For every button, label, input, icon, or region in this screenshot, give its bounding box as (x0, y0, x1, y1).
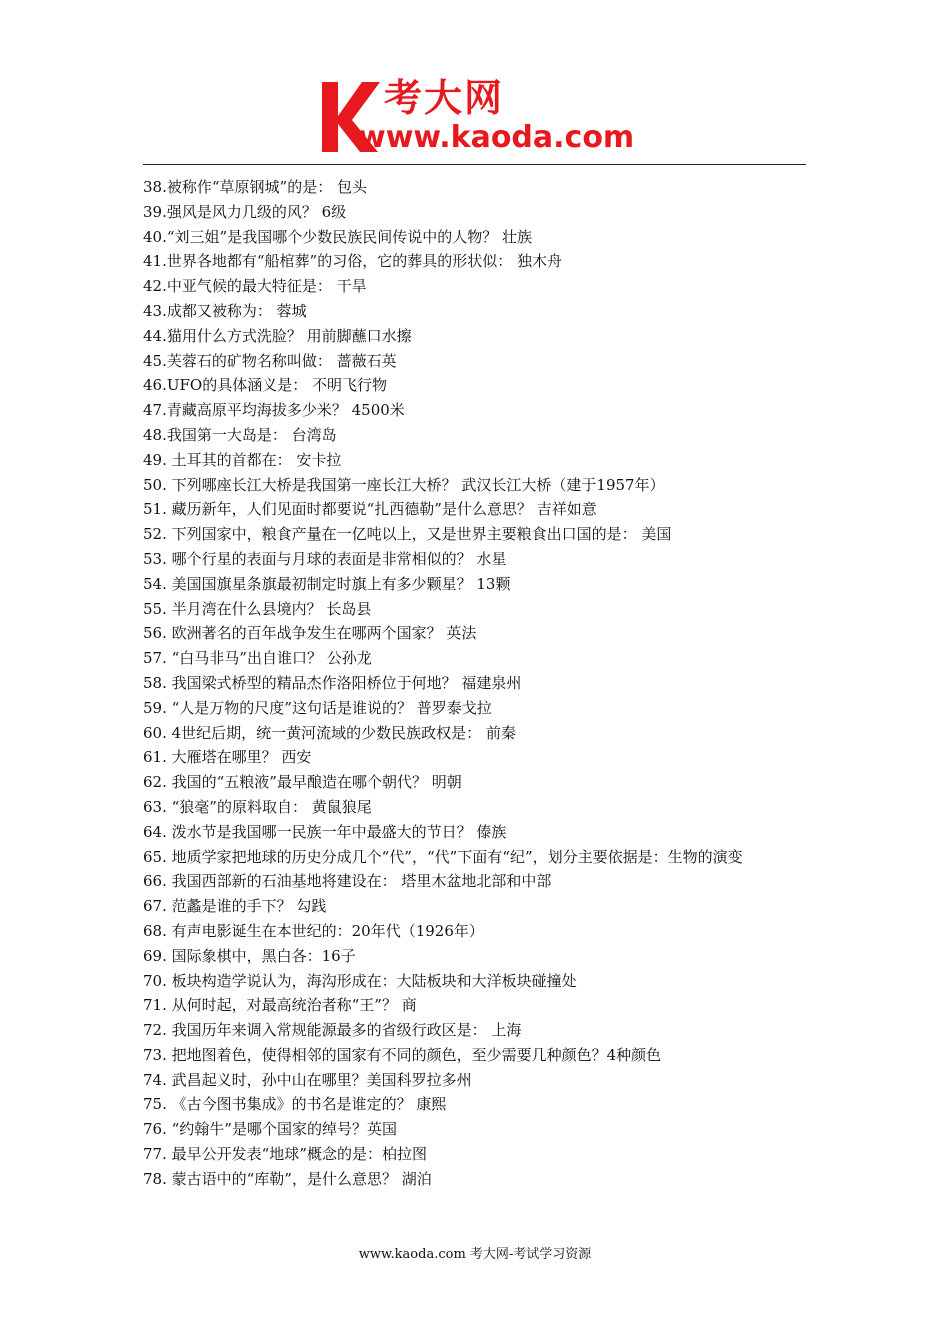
list-item: 55. 半月湾在什么县境内？ 长岛县 (143, 599, 372, 618)
list-item: 61. 大雁塔在哪里？ 西安 (143, 748, 312, 767)
list-item: 68. 有声电影诞生在本世纪的：20年代（1926年） (143, 921, 484, 940)
list-item: 62. 我国的“五粮液”最早酿造在哪个朝代？ 明朝 (143, 773, 462, 792)
list-item: 43.成都又被称为： 蓉城 (143, 301, 307, 320)
list-item: 74. 武昌起义时，孙中山在哪里？美国科罗拉多州 (143, 1070, 472, 1089)
list-item: 56. 欧洲著名的百年战争发生在哪两个国家？ 英法 (143, 624, 477, 643)
list-item: 67. 范蠡是谁的手下？ 勾践 (143, 897, 327, 916)
list-item: 45.芙蓉石的矿物名称叫做： 蔷薇石英 (143, 351, 397, 370)
list-item: 71. 从何时起，对最高统治者称“王”？ 商 (143, 996, 417, 1015)
list-item: 46.UFO的具体涵义是： 不明飞行物 (143, 376, 387, 395)
list-item: 39.强风是风力几级的风？ 6级 (143, 202, 347, 221)
list-item: 49. 土耳其的首都在： 安卡拉 (143, 450, 342, 469)
list-item: 48.我国第一大岛是： 台湾岛 (143, 425, 337, 444)
list-item: 70. 板块构造学说认为，海沟形成在：大陆板块和大洋板块碰撞处 (143, 971, 577, 990)
list-item: 59. “人是万物的尺度”这句话是谁说的？ 普罗泰戈拉 (143, 698, 492, 717)
list-item: 54. 美国国旗星条旗最初制定时旗上有多少颗星？ 13颗 (143, 574, 511, 593)
logo-url: www.kaoda.com (358, 120, 635, 155)
kaoda-logo[interactable] (318, 76, 648, 160)
list-item: 73. 把地图着色，使得相邻的国家有不同的颜色，至少需要几种颜色？4种颜色 (143, 1045, 662, 1064)
list-item: 60. 4世纪后期，统一黄河流域的少数民族政权是： 前秦 (143, 723, 516, 742)
logo-chinese-name: 考大网 (384, 76, 505, 120)
list-item: 38.被称作“草原钢城”的是： 包头 (143, 178, 367, 196)
list-item: 78. 蒙古语中的“库勒”，是什么意思？ 湖泊 (143, 1169, 432, 1188)
page-footer: www.kaoda.com 考大网-考试学习资源 (358, 1247, 592, 1262)
list-item: 52. 下列国家中，粮食产量在一亿吨以上，又是世界主要粮食出口国的是： 美国 (143, 525, 672, 544)
list-item: 42.中亚气候的最大特征是： 干旱 (143, 277, 367, 296)
page-header (0, 0, 950, 170)
list-item: 75. 《古今图书集成》的书名是谁定的？ 康熙 (143, 1095, 447, 1114)
list-item: 40.“刘三姐”是我国哪个少数民族民间传说中的人物？ 壮族 (143, 227, 532, 246)
list-item: 57. “白马非马”出自谁口？ 公孙龙 (143, 649, 372, 668)
list-item: 76. “约翰牛”是哪个国家的绰号？英国 (143, 1120, 397, 1139)
list-item: 44.猫用什么方式洗脸？ 用前脚蘸口水擦 (143, 326, 412, 345)
question-list (143, 175, 808, 1192)
list-item: 47.青藏高原平均海拔多少米？ 4500米 (143, 401, 405, 420)
list-item: 53. 哪个行星的表面与月球的表面是非常相似的？ 水星 (143, 549, 507, 568)
list-item: 58. 我国梁式桥型的精品杰作洛阳桥位于何地？ 福建泉州 (143, 673, 522, 692)
header-divider (143, 164, 806, 165)
list-item: 64. 泼水节是我国哪一民族一年中最盛大的节日？ 傣族 (143, 822, 507, 841)
list-item: 41.世界各地都有“船棺葬”的习俗，它的葬具的形状似： 独木舟 (143, 252, 562, 271)
list-item: 63. “狼毫”的原料取自： 黄鼠狼尾 (143, 797, 372, 816)
list-item: 51. 藏历新年，人们见面时都要说“扎西德勒”是什么意思？ 吉祥如意 (143, 500, 597, 519)
list-item: 65. 地质学家把地球的历史分成几个“代”，“代”下面有“纪”，划分主要依据是：生物的演变 (143, 847, 743, 866)
list-item: 72. 我国历年来调入常规能源最多的省级行政区是： 上海 (143, 1021, 522, 1040)
list-item: 50. 下列哪座长江大桥是我国第一座长江大桥？ 武汉长江大桥（建于1957年） (143, 475, 665, 494)
list-item: 66. 我国西部新的石油基地将建设在： 塔里木盆地北部和中部 (143, 872, 552, 891)
list-item: 77. 最早公开发表“地球”概念的是：柏拉图 (143, 1145, 427, 1164)
list-item: 69. 国际象棋中，黑白各：16子 (143, 946, 356, 965)
